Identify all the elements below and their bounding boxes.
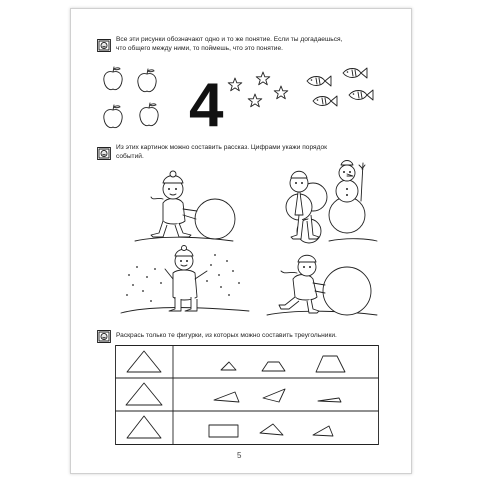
apple-icon	[104, 105, 122, 128]
task-3-instruction	[116, 332, 337, 341]
piece-triangle-icon	[263, 389, 285, 402]
star-icon	[256, 72, 270, 85]
apple-icon	[140, 103, 158, 126]
apple-icon	[104, 67, 122, 90]
story-picture-kid-rolling-snowball	[133, 167, 243, 247]
piece-trapezoid-icon	[262, 362, 285, 371]
page-number: 5	[237, 451, 242, 460]
piece-trapezoid-icon	[316, 356, 345, 372]
task-book-smiley-icon	[97, 330, 111, 343]
triangle-shapes-table	[115, 345, 379, 445]
star-icon	[228, 78, 242, 91]
task-2-line-2: событий.	[116, 152, 144, 160]
stars-group	[229, 71, 299, 116]
story-picture-kid-in-snowfall	[121, 247, 251, 319]
piece-triangle-icon	[318, 398, 341, 402]
big-number-four: 4	[189, 71, 224, 140]
story-picture-kid-with-snowman	[269, 161, 379, 247]
star-icon	[274, 86, 288, 99]
piece-triangle-icon	[313, 426, 333, 436]
piece-triangle-icon	[260, 424, 283, 435]
task-1-line-2: что общего между ними, то поймешь, что это понятие.	[116, 44, 283, 52]
fish-group	[303, 65, 383, 121]
fish-icon	[313, 96, 337, 106]
table-row-2	[126, 383, 341, 405]
star-icon	[248, 94, 262, 107]
task-book-smiley-icon	[97, 147, 111, 160]
task-2-instruction	[116, 144, 327, 161]
task-book-smiley-icon	[97, 39, 111, 52]
task-3-line-1: Раскрась только те фигурки, из которых можно составить треугольники.	[116, 332, 337, 339]
task-2-line-1: Из этих картинок можно составить рассказ. Цифрами укажи порядок	[116, 144, 328, 151]
target-triangle-icon	[127, 351, 161, 372]
fish-icon	[307, 76, 331, 86]
table-row-3	[127, 416, 333, 438]
apples-group	[101, 64, 171, 144]
target-triangle-icon	[126, 383, 162, 405]
story-picture-kid-pushing-big-snowball	[267, 251, 379, 321]
fish-icon	[349, 90, 373, 100]
fish-icon	[343, 68, 367, 78]
target-triangle-icon	[127, 416, 161, 438]
apple-icon	[138, 69, 156, 92]
piece-triangle-icon	[214, 392, 239, 402]
task-1-line-1: Все эти рисунки обозначают одно и то же понятие. Если ты догадаешься,	[116, 36, 343, 43]
workbook-page	[70, 8, 412, 474]
task-1-instruction	[116, 36, 342, 53]
table-row-1	[127, 351, 345, 372]
piece-rectangle-icon	[209, 425, 238, 437]
piece-small-triangle-icon	[221, 362, 236, 370]
